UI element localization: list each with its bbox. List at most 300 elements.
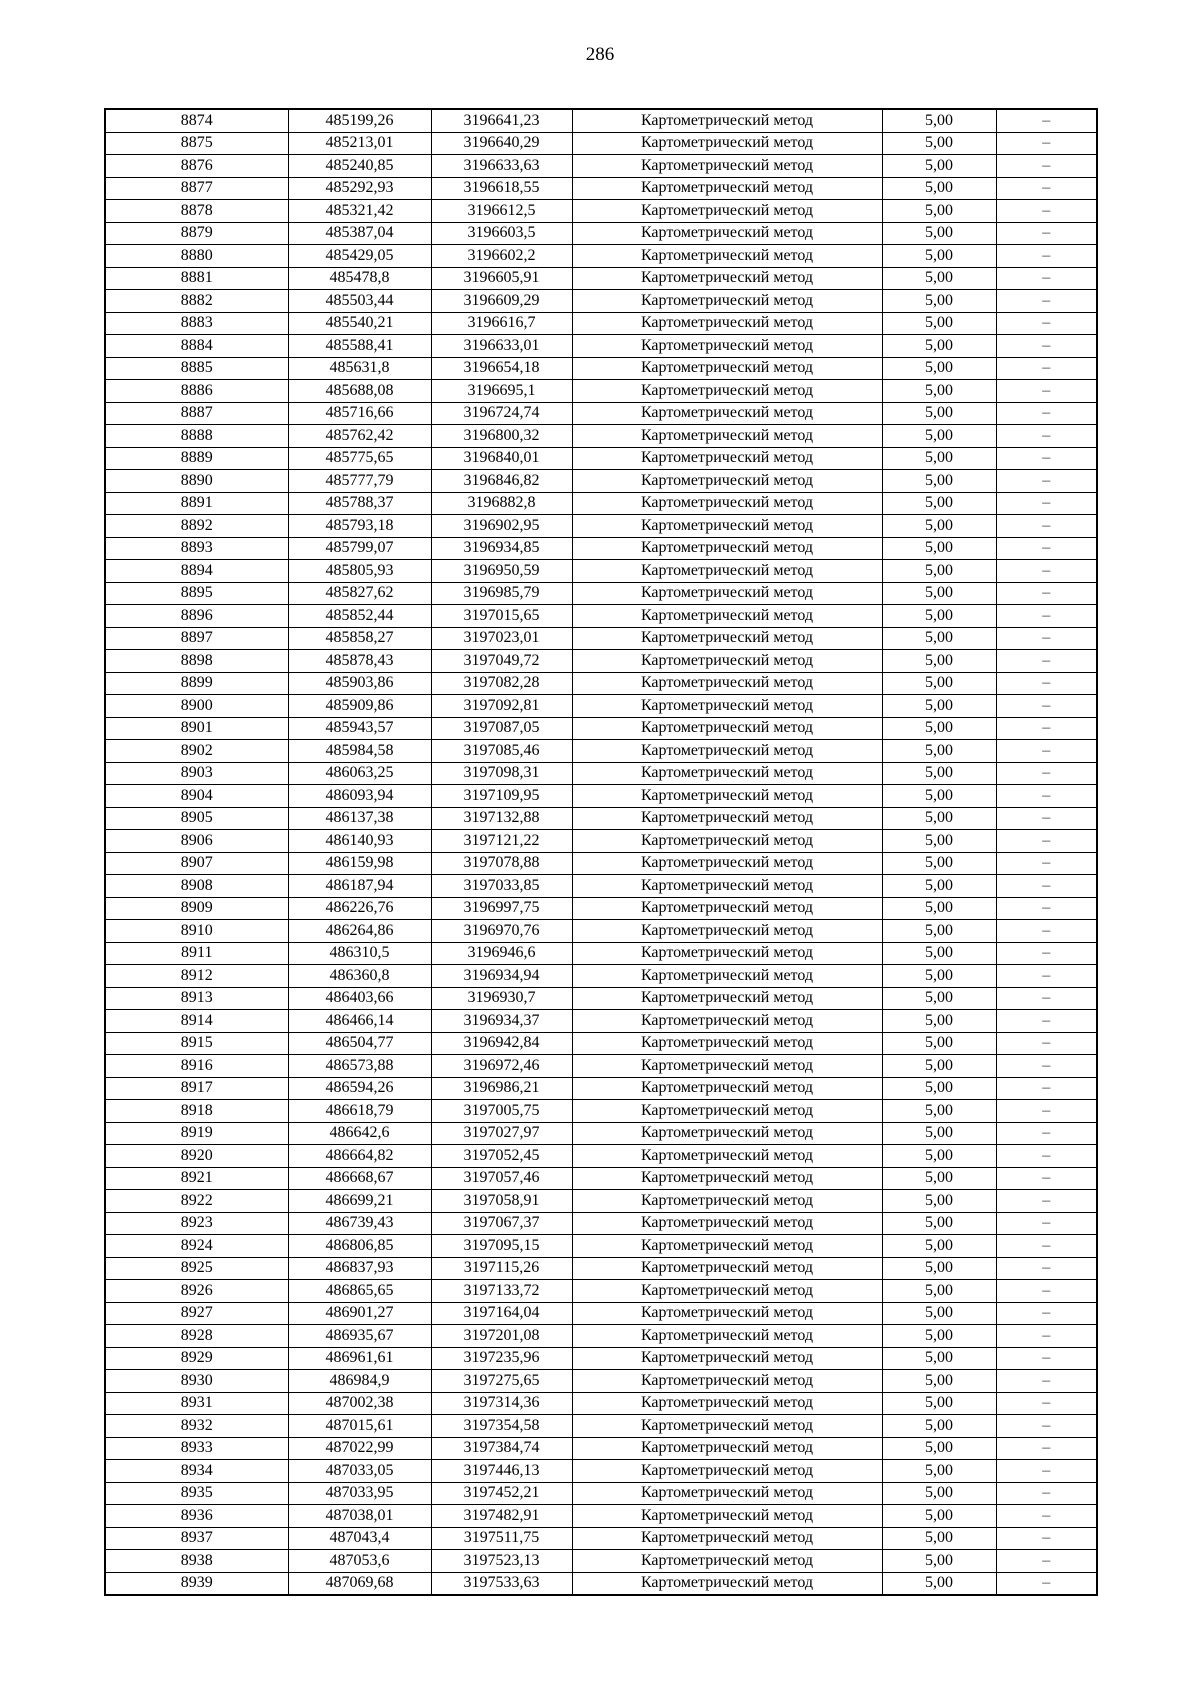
table-row — [105, 380, 1097, 403]
point-number-cell: 8914 — [105, 1010, 288, 1033]
accuracy-cell: 5,00 — [882, 650, 996, 673]
method-cell: Картометрический метод — [572, 537, 882, 560]
description-cell: – — [996, 1572, 1097, 1595]
x-coordinate-cell: 485688,08 — [288, 380, 431, 403]
table-row — [105, 1302, 1097, 1325]
table-row — [105, 785, 1097, 808]
method-cell: Картометрический метод — [572, 245, 882, 268]
table-row — [105, 515, 1097, 538]
x-coordinate-cell: 485852,44 — [288, 605, 431, 628]
x-coordinate-cell: 485943,57 — [288, 717, 431, 740]
y-coordinate-cell: 3197057,46 — [431, 1167, 572, 1190]
x-coordinate-cell: 485903,86 — [288, 672, 431, 695]
method-cell: Картометрический метод — [572, 582, 882, 605]
table-row — [105, 200, 1097, 223]
method-cell: Картометрический метод — [572, 222, 882, 245]
description-cell: – — [996, 447, 1097, 470]
description-cell: – — [996, 987, 1097, 1010]
table-row — [105, 650, 1097, 673]
y-coordinate-cell: 3196640,29 — [431, 132, 572, 155]
x-coordinate-cell: 486466,14 — [288, 1010, 431, 1033]
description-cell: – — [996, 267, 1097, 290]
x-coordinate-cell: 486226,76 — [288, 897, 431, 920]
description-cell: – — [996, 1280, 1097, 1303]
x-coordinate-cell: 486187,94 — [288, 875, 431, 898]
accuracy-cell: 5,00 — [882, 717, 996, 740]
point-number-cell: 8903 — [105, 762, 288, 785]
method-cell: Картометрический метод — [572, 717, 882, 740]
table-row — [105, 695, 1097, 718]
x-coordinate-cell: 485240,85 — [288, 155, 431, 178]
description-cell: – — [996, 245, 1097, 268]
y-coordinate-cell: 3196930,7 — [431, 987, 572, 1010]
method-cell: Картометрический метод — [572, 132, 882, 155]
description-cell: – — [996, 717, 1097, 740]
table-row — [105, 1460, 1097, 1483]
point-number-cell: 8899 — [105, 672, 288, 695]
y-coordinate-cell: 3196602,2 — [431, 245, 572, 268]
x-coordinate-cell: 485429,05 — [288, 245, 431, 268]
description-cell: – — [996, 1302, 1097, 1325]
y-coordinate-cell: 3196616,7 — [431, 312, 572, 335]
accuracy-cell: 5,00 — [882, 425, 996, 448]
table-row — [105, 920, 1097, 943]
x-coordinate-cell: 487053,6 — [288, 1550, 431, 1573]
y-coordinate-cell: 3197058,91 — [431, 1190, 572, 1213]
point-number-cell: 8931 — [105, 1392, 288, 1415]
point-number-cell: 8937 — [105, 1527, 288, 1550]
x-coordinate-cell: 485387,04 — [288, 222, 431, 245]
table-row — [105, 672, 1097, 695]
point-number-cell: 8878 — [105, 200, 288, 223]
accuracy-cell: 5,00 — [882, 312, 996, 335]
x-coordinate-cell: 486806,85 — [288, 1235, 431, 1258]
point-number-cell: 8875 — [105, 132, 288, 155]
description-cell: – — [996, 1100, 1097, 1123]
table-row — [105, 1325, 1097, 1348]
description-cell: – — [996, 1437, 1097, 1460]
accuracy-cell: 5,00 — [882, 1055, 996, 1078]
x-coordinate-cell: 485909,86 — [288, 695, 431, 718]
point-number-cell: 8890 — [105, 470, 288, 493]
table-row — [105, 987, 1097, 1010]
y-coordinate-cell: 3196695,1 — [431, 380, 572, 403]
point-number-cell: 8880 — [105, 245, 288, 268]
x-coordinate-cell: 485858,27 — [288, 627, 431, 650]
table-row — [105, 582, 1097, 605]
point-number-cell: 8876 — [105, 155, 288, 178]
point-number-cell: 8887 — [105, 402, 288, 425]
point-number-cell: 8892 — [105, 515, 288, 538]
y-coordinate-cell: 3197201,08 — [431, 1325, 572, 1348]
method-cell: Картометрический метод — [572, 605, 882, 628]
point-number-cell: 8939 — [105, 1572, 288, 1595]
table-row — [105, 942, 1097, 965]
point-number-cell: 8884 — [105, 335, 288, 358]
table-row — [105, 1550, 1097, 1573]
method-cell: Картометрический метод — [572, 380, 882, 403]
method-cell: Картометрический метод — [572, 785, 882, 808]
y-coordinate-cell: 3197087,05 — [431, 717, 572, 740]
point-number-cell: 8896 — [105, 605, 288, 628]
y-coordinate-cell: 3197109,95 — [431, 785, 572, 808]
description-cell: – — [996, 1167, 1097, 1190]
x-coordinate-cell: 486140,93 — [288, 830, 431, 853]
point-number-cell: 8877 — [105, 177, 288, 200]
y-coordinate-cell: 3196946,6 — [431, 942, 572, 965]
point-number-cell: 8881 — [105, 267, 288, 290]
table-row — [105, 1100, 1097, 1123]
table-row — [105, 762, 1097, 785]
point-number-cell: 8901 — [105, 717, 288, 740]
description-cell: – — [996, 695, 1097, 718]
table-row — [105, 447, 1097, 470]
accuracy-cell: 5,00 — [882, 695, 996, 718]
accuracy-cell: 5,00 — [882, 290, 996, 313]
table-row — [105, 897, 1097, 920]
accuracy-cell: 5,00 — [882, 1010, 996, 1033]
method-cell: Картометрический метод — [572, 515, 882, 538]
y-coordinate-cell: 3196612,5 — [431, 200, 572, 223]
table-row — [105, 1280, 1097, 1303]
table-row — [105, 267, 1097, 290]
method-cell: Картометрический метод — [572, 1392, 882, 1415]
point-number-cell: 8879 — [105, 222, 288, 245]
method-cell: Картометрический метод — [572, 1167, 882, 1190]
description-cell: – — [996, 492, 1097, 515]
accuracy-cell: 5,00 — [882, 245, 996, 268]
y-coordinate-cell: 3197023,01 — [431, 627, 572, 650]
accuracy-cell: 5,00 — [882, 1280, 996, 1303]
x-coordinate-cell: 485292,93 — [288, 177, 431, 200]
description-cell: – — [996, 1550, 1097, 1573]
y-coordinate-cell: 3197098,31 — [431, 762, 572, 785]
y-coordinate-cell: 3196609,29 — [431, 290, 572, 313]
y-coordinate-cell: 3197314,36 — [431, 1392, 572, 1415]
point-number-cell: 8902 — [105, 740, 288, 763]
accuracy-cell: 5,00 — [882, 515, 996, 538]
table-row — [105, 1032, 1097, 1055]
x-coordinate-cell: 485793,18 — [288, 515, 431, 538]
accuracy-cell: 5,00 — [882, 1460, 996, 1483]
table-row — [105, 312, 1097, 335]
y-coordinate-cell: 3196840,01 — [431, 447, 572, 470]
y-coordinate-cell: 3196724,74 — [431, 402, 572, 425]
description-cell: – — [996, 1212, 1097, 1235]
method-cell: Картометрический метод — [572, 1347, 882, 1370]
x-coordinate-cell: 486865,65 — [288, 1280, 431, 1303]
y-coordinate-cell: 3197082,28 — [431, 672, 572, 695]
point-number-cell: 8912 — [105, 965, 288, 988]
description-cell: – — [996, 380, 1097, 403]
x-coordinate-cell: 486063,25 — [288, 762, 431, 785]
table-row — [105, 425, 1097, 448]
y-coordinate-cell: 3197511,75 — [431, 1527, 572, 1550]
x-coordinate-cell: 485777,79 — [288, 470, 431, 493]
y-coordinate-cell: 3197275,65 — [431, 1370, 572, 1393]
description-cell: – — [996, 1235, 1097, 1258]
table-row — [105, 357, 1097, 380]
method-cell: Картометрический метод — [572, 402, 882, 425]
point-number-cell: 8905 — [105, 807, 288, 830]
accuracy-cell: 5,00 — [882, 1235, 996, 1258]
point-number-cell: 8911 — [105, 942, 288, 965]
point-number-cell: 8922 — [105, 1190, 288, 1213]
coordinates-table-body — [105, 109, 1097, 1595]
method-cell: Картометрический метод — [572, 740, 882, 763]
y-coordinate-cell: 3197015,65 — [431, 605, 572, 628]
description-cell: – — [996, 425, 1097, 448]
x-coordinate-cell: 485588,41 — [288, 335, 431, 358]
point-number-cell: 8923 — [105, 1212, 288, 1235]
description-cell: – — [996, 627, 1097, 650]
table-row — [105, 717, 1097, 740]
description-cell: – — [996, 312, 1097, 335]
y-coordinate-cell: 3196985,79 — [431, 582, 572, 605]
description-cell: – — [996, 335, 1097, 358]
method-cell: Картометрический метод — [572, 1212, 882, 1235]
method-cell: Картометрический метод — [572, 1055, 882, 1078]
point-number-cell: 8910 — [105, 920, 288, 943]
x-coordinate-cell: 487033,95 — [288, 1482, 431, 1505]
description-cell: – — [996, 177, 1097, 200]
y-coordinate-cell: 3196603,5 — [431, 222, 572, 245]
x-coordinate-cell: 485799,07 — [288, 537, 431, 560]
y-coordinate-cell: 3197052,45 — [431, 1145, 572, 1168]
point-number-cell: 8909 — [105, 897, 288, 920]
table-row — [105, 290, 1097, 313]
method-cell: Картометрический метод — [572, 470, 882, 493]
y-coordinate-cell: 3196986,21 — [431, 1077, 572, 1100]
y-coordinate-cell: 3197354,58 — [431, 1415, 572, 1438]
method-cell: Картометрический метод — [572, 1482, 882, 1505]
x-coordinate-cell: 487022,99 — [288, 1437, 431, 1460]
method-cell: Картометрический метод — [572, 965, 882, 988]
y-coordinate-cell: 3196641,23 — [431, 109, 572, 132]
method-cell: Картометрический метод — [572, 1077, 882, 1100]
accuracy-cell: 5,00 — [882, 605, 996, 628]
description-cell: – — [996, 942, 1097, 965]
table-row — [105, 1212, 1097, 1235]
y-coordinate-cell: 3197164,04 — [431, 1302, 572, 1325]
table-row — [105, 1167, 1097, 1190]
description-cell: – — [996, 1527, 1097, 1550]
description-cell: – — [996, 1347, 1097, 1370]
x-coordinate-cell: 486984,9 — [288, 1370, 431, 1393]
point-number-cell: 8894 — [105, 560, 288, 583]
description-cell: – — [996, 155, 1097, 178]
point-number-cell: 8920 — [105, 1145, 288, 1168]
method-cell: Картометрический метод — [572, 1460, 882, 1483]
coordinates-table — [104, 108, 1098, 1596]
y-coordinate-cell: 3197452,21 — [431, 1482, 572, 1505]
accuracy-cell: 5,00 — [882, 402, 996, 425]
method-cell: Картометрический метод — [572, 267, 882, 290]
method-cell: Картометрический метод — [572, 560, 882, 583]
x-coordinate-cell: 485199,26 — [288, 109, 431, 132]
x-coordinate-cell: 486159,98 — [288, 852, 431, 875]
point-number-cell: 8891 — [105, 492, 288, 515]
method-cell: Картометрический метод — [572, 1505, 882, 1528]
point-number-cell: 8900 — [105, 695, 288, 718]
x-coordinate-cell: 486093,94 — [288, 785, 431, 808]
description-cell: – — [996, 672, 1097, 695]
method-cell: Картометрический метод — [572, 1010, 882, 1033]
x-coordinate-cell: 485788,37 — [288, 492, 431, 515]
x-coordinate-cell: 486837,93 — [288, 1257, 431, 1280]
table-row — [105, 402, 1097, 425]
table-row — [105, 807, 1097, 830]
accuracy-cell: 5,00 — [882, 222, 996, 245]
method-cell: Картометрический метод — [572, 290, 882, 313]
table-row — [105, 132, 1097, 155]
y-coordinate-cell: 3196618,55 — [431, 177, 572, 200]
point-number-cell: 8925 — [105, 1257, 288, 1280]
x-coordinate-cell: 486310,5 — [288, 942, 431, 965]
accuracy-cell: 5,00 — [882, 875, 996, 898]
x-coordinate-cell: 486137,38 — [288, 807, 431, 830]
point-number-cell: 8886 — [105, 380, 288, 403]
y-coordinate-cell: 3196997,75 — [431, 897, 572, 920]
table-row — [105, 830, 1097, 853]
y-coordinate-cell: 3197384,74 — [431, 1437, 572, 1460]
accuracy-cell: 5,00 — [882, 942, 996, 965]
x-coordinate-cell: 487033,05 — [288, 1460, 431, 1483]
point-number-cell: 8889 — [105, 447, 288, 470]
accuracy-cell: 5,00 — [882, 1370, 996, 1393]
method-cell: Картометрический метод — [572, 1100, 882, 1123]
table-row — [105, 335, 1097, 358]
method-cell: Картометрический метод — [572, 200, 882, 223]
method-cell: Картометрический метод — [572, 627, 882, 650]
y-coordinate-cell: 3197446,13 — [431, 1460, 572, 1483]
table-row — [105, 875, 1097, 898]
description-cell: – — [996, 1055, 1097, 1078]
y-coordinate-cell: 3196970,76 — [431, 920, 572, 943]
y-coordinate-cell: 3197133,72 — [431, 1280, 572, 1303]
y-coordinate-cell: 3197027,97 — [431, 1122, 572, 1145]
accuracy-cell: 5,00 — [882, 132, 996, 155]
accuracy-cell: 5,00 — [882, 1415, 996, 1438]
accuracy-cell: 5,00 — [882, 1190, 996, 1213]
accuracy-cell: 5,00 — [882, 1077, 996, 1100]
description-cell: – — [996, 1010, 1097, 1033]
description-cell: – — [996, 785, 1097, 808]
table-row — [105, 1437, 1097, 1460]
description-cell: – — [996, 1460, 1097, 1483]
table-row — [105, 1392, 1097, 1415]
x-coordinate-cell: 486504,77 — [288, 1032, 431, 1055]
method-cell: Картометрический метод — [572, 987, 882, 1010]
description-cell: – — [996, 650, 1097, 673]
description-cell: – — [996, 1257, 1097, 1280]
x-coordinate-cell: 486618,79 — [288, 1100, 431, 1123]
x-coordinate-cell: 486935,67 — [288, 1325, 431, 1348]
point-number-cell: 8916 — [105, 1055, 288, 1078]
x-coordinate-cell: 485805,93 — [288, 560, 431, 583]
point-number-cell: 8915 — [105, 1032, 288, 1055]
table-row — [105, 1077, 1097, 1100]
method-cell: Картометрический метод — [572, 920, 882, 943]
method-cell: Картометрический метод — [572, 1257, 882, 1280]
accuracy-cell: 5,00 — [882, 1482, 996, 1505]
table-row — [105, 627, 1097, 650]
accuracy-cell: 5,00 — [882, 1032, 996, 1055]
accuracy-cell: 5,00 — [882, 762, 996, 785]
accuracy-cell: 5,00 — [882, 492, 996, 515]
description-cell: – — [996, 1392, 1097, 1415]
x-coordinate-cell: 485503,44 — [288, 290, 431, 313]
method-cell: Картометрический метод — [572, 155, 882, 178]
method-cell: Картометрический метод — [572, 1325, 882, 1348]
description-cell: – — [996, 537, 1097, 560]
accuracy-cell: 5,00 — [882, 470, 996, 493]
point-number-cell: 8895 — [105, 582, 288, 605]
accuracy-cell: 5,00 — [882, 1347, 996, 1370]
table-row — [105, 222, 1097, 245]
table-row — [105, 1505, 1097, 1528]
y-coordinate-cell: 3196605,91 — [431, 267, 572, 290]
description-cell: – — [996, 852, 1097, 875]
table-row — [105, 1145, 1097, 1168]
point-number-cell: 8919 — [105, 1122, 288, 1145]
x-coordinate-cell: 485716,66 — [288, 402, 431, 425]
description-cell: – — [996, 222, 1097, 245]
accuracy-cell: 5,00 — [882, 200, 996, 223]
method-cell: Картометрический метод — [572, 1032, 882, 1055]
description-cell: – — [996, 605, 1097, 628]
accuracy-cell: 5,00 — [882, 987, 996, 1010]
description-cell: – — [996, 807, 1097, 830]
y-coordinate-cell: 3197049,72 — [431, 650, 572, 673]
method-cell: Картометрический метод — [572, 1415, 882, 1438]
point-number-cell: 8885 — [105, 357, 288, 380]
description-cell: – — [996, 1145, 1097, 1168]
point-number-cell: 8927 — [105, 1302, 288, 1325]
point-number-cell: 8908 — [105, 875, 288, 898]
accuracy-cell: 5,00 — [882, 447, 996, 470]
table-row — [105, 740, 1097, 763]
point-number-cell: 8913 — [105, 987, 288, 1010]
point-number-cell: 8888 — [105, 425, 288, 448]
x-coordinate-cell: 485984,58 — [288, 740, 431, 763]
accuracy-cell: 5,00 — [882, 335, 996, 358]
table-row — [105, 492, 1097, 515]
y-coordinate-cell: 3196846,82 — [431, 470, 572, 493]
point-number-cell: 8893 — [105, 537, 288, 560]
method-cell: Картометрический метод — [572, 1572, 882, 1595]
method-cell: Картометрический метод — [572, 1190, 882, 1213]
description-cell: – — [996, 1077, 1097, 1100]
accuracy-cell: 5,00 — [882, 897, 996, 920]
x-coordinate-cell: 485321,42 — [288, 200, 431, 223]
method-cell: Картометрический метод — [572, 1280, 882, 1303]
accuracy-cell: 5,00 — [882, 357, 996, 380]
point-number-cell: 8928 — [105, 1325, 288, 1348]
table-row — [105, 1122, 1097, 1145]
method-cell: Картометрический метод — [572, 1122, 882, 1145]
point-number-cell: 8938 — [105, 1550, 288, 1573]
accuracy-cell: 5,00 — [882, 267, 996, 290]
description-cell: – — [996, 965, 1097, 988]
point-number-cell: 8882 — [105, 290, 288, 313]
point-number-cell: 8898 — [105, 650, 288, 673]
x-coordinate-cell: 485478,8 — [288, 267, 431, 290]
description-cell: – — [996, 515, 1097, 538]
table-row — [105, 965, 1097, 988]
x-coordinate-cell: 486573,88 — [288, 1055, 431, 1078]
x-coordinate-cell: 486664,82 — [288, 1145, 431, 1168]
